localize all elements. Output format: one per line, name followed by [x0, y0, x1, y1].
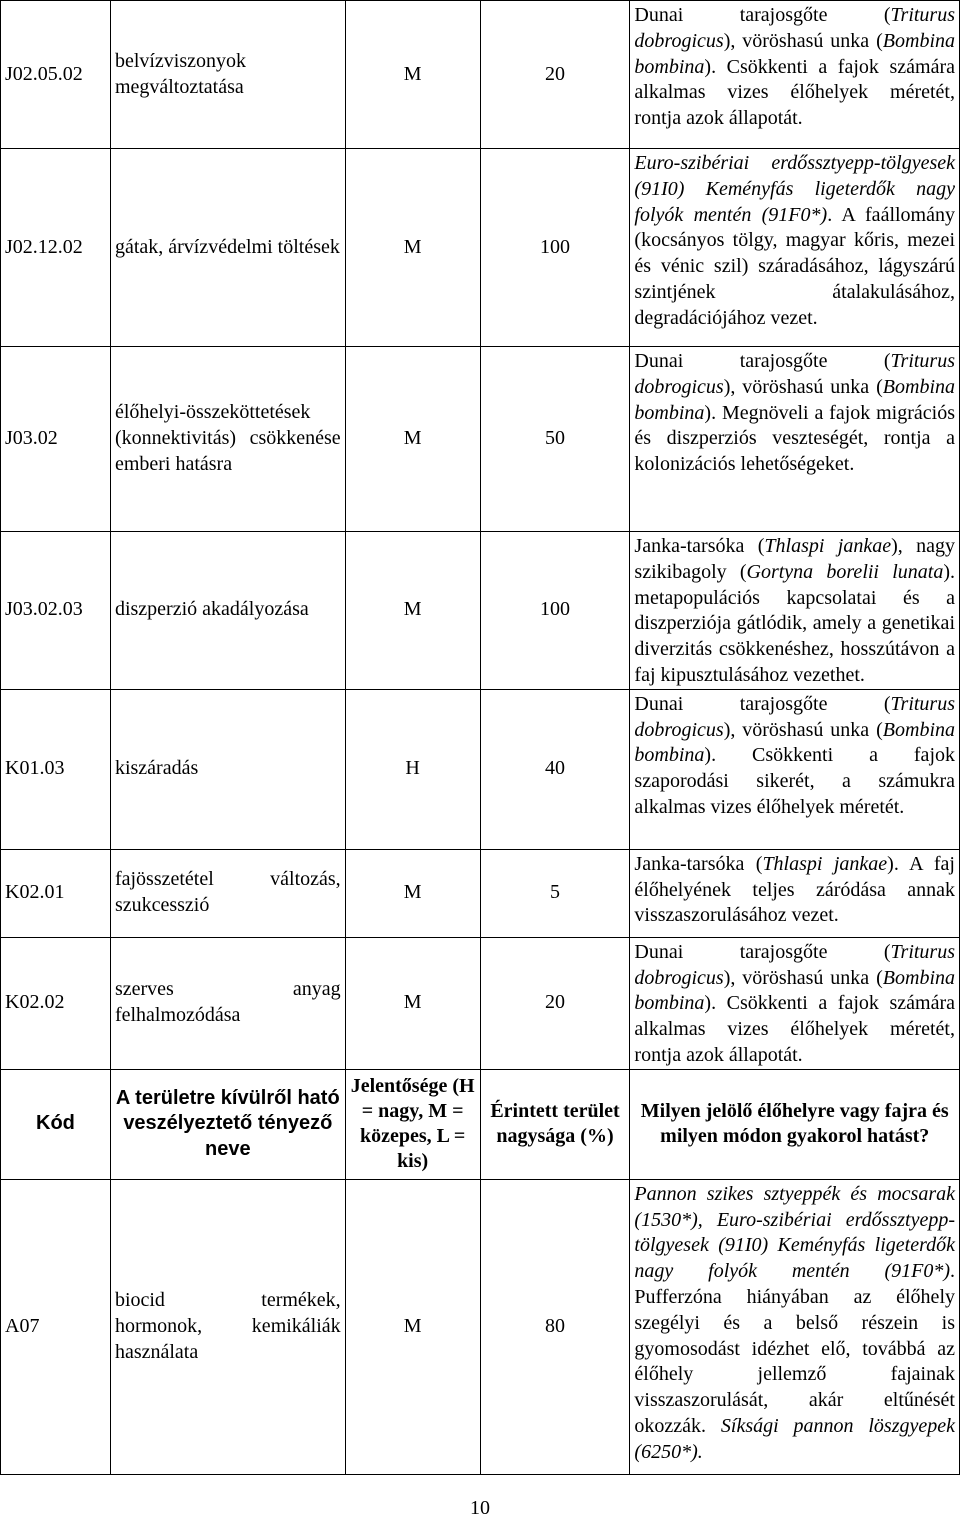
severity-value: M — [345, 937, 480, 1069]
desc-italic-text: Bombina bombina — [634, 29, 955, 78]
affected-area-value: 20 — [480, 937, 630, 1069]
affected-area-value: 80 — [480, 1179, 630, 1474]
threat-name: élőhelyi-összeköttetések (konnektivitás) csökkenése emberi hatásra — [110, 347, 345, 532]
desc-text: Janka-tarsóka ( — [634, 535, 765, 557]
impact-description — [630, 689, 960, 849]
page-number: 10 — [470, 1497, 490, 1519]
desc-text: Dunai tarajosgőte ( — [634, 940, 891, 963]
desc-italic-text: Gortyna borelii lunata — [746, 560, 944, 583]
desc-text: . Pufferzóna hiányában az élőhely szegélyi és a belső részein is gyomosodást idézhet elő, továbbá az élőhely jellemző fajainak visszaszorulását, akár eltűnését okozzák. — [634, 1260, 955, 1437]
table-row — [1, 849, 960, 937]
desc-italic-text: Bombina bombina — [634, 375, 955, 424]
threat-code: J03.02 — [1, 347, 111, 532]
severity-value: M — [345, 347, 480, 532]
desc-italic-text: Bombina bombina — [634, 966, 955, 1015]
affected-area-value: 50 — [480, 347, 630, 532]
table-row — [1, 1179, 960, 1474]
severity-value: M — [345, 149, 480, 347]
table-row — [1, 1, 960, 149]
impact-description — [630, 849, 960, 937]
header-impact: Milyen jelölő élőhelyre vagy fajra és milyen módon gyakorol hatást? — [630, 1069, 960, 1179]
desc-text: ). A faj élőhelyének teljes záródása annak visszaszorulásához vezet. — [634, 852, 955, 927]
threat-code: A07 — [1, 1179, 111, 1474]
desc-text: . A faállomány (kocsányos tölgy, magyar kőris, mezei és vénic szil) száradásához, lágyszárú szintjének átalakulásához, degradációjához vezet. — [634, 203, 955, 329]
impact-description — [630, 532, 960, 690]
affected-area-value: 20 — [480, 1, 630, 149]
desc-text: ), vöröshasú unka ( — [723, 718, 883, 741]
severity-value: M — [345, 849, 480, 937]
threat-name: diszperzió akadályozása — [110, 532, 345, 690]
desc-italic-text: Triturus dobrogicus — [634, 4, 955, 52]
threat-name: fajösszetétel változás, szukcesszió — [110, 849, 345, 937]
threat-code: J02.12.02 — [1, 149, 111, 347]
threat-name: kiszáradás — [110, 689, 345, 849]
impact-description — [630, 1179, 960, 1474]
desc-text: ). Csökkenti a fajok szaporodási sikerét, a számukra alkalmas vizes élőhelyek méretét. — [634, 744, 955, 818]
threat-code: K02.01 — [1, 849, 111, 937]
threat-name: belvízviszonyok megváltoztatása — [110, 1, 345, 149]
affected-area-value: 100 — [480, 532, 630, 690]
header-severity: Jelentősége (H = nagy, M = közepes, L = kis) — [345, 1069, 480, 1179]
desc-text: Dunai tarajosgőte ( — [634, 4, 891, 26]
severity-value: M — [345, 1179, 480, 1474]
threat-name: szerves anyag felhalmozódása — [110, 937, 345, 1069]
affected-area-value: 5 — [480, 849, 630, 937]
desc-text: Janka-tarsóka ( — [634, 852, 763, 875]
threat-code: J02.05.02 — [1, 1, 111, 149]
impact-description — [630, 347, 960, 532]
table-row — [1, 347, 960, 532]
severity-value: M — [345, 532, 480, 690]
table-row — [1, 532, 960, 690]
desc-italic-text: Thlaspi jankae — [762, 852, 888, 875]
header-code: Kód — [1, 1069, 111, 1179]
impact-description — [630, 937, 960, 1069]
desc-italic-text: Triturus dobrogicus — [634, 350, 955, 398]
desc-italic-text: Síksági pannon löszgyepek (6250*). — [634, 1414, 955, 1463]
header-affected-area: Érintett terület nagysága (%) — [480, 1069, 630, 1179]
desc-text: ), vöröshasú unka ( — [723, 375, 883, 398]
severity-value: H — [345, 689, 480, 849]
desc-text: ), vöröshasú unka ( — [723, 29, 883, 52]
affected-area-value: 40 — [480, 689, 630, 849]
severity-value: M — [345, 1, 480, 149]
desc-italic-text: Triturus dobrogicus — [634, 692, 955, 741]
header-threat-name: A területre kívülről ható veszélyeztető tényező neve — [110, 1069, 345, 1179]
impact-description — [630, 1, 960, 149]
table-row — [1, 689, 960, 849]
desc-text: Dunai tarajosgőte ( — [634, 350, 891, 372]
threat-code: K02.02 — [1, 937, 111, 1069]
threat-name: biocid termékek, hormonok, kemikáliák használata — [110, 1179, 345, 1474]
desc-italic-text: Thlaspi jankae — [764, 535, 892, 557]
threat-code: K01.03 — [1, 689, 111, 849]
desc-text: ). Csökkenti a fajok számára alkalmas vizes élőhelyek méretét, rontja azok állapotát. — [634, 55, 955, 130]
desc-italic-text: Bombina bombina — [634, 718, 955, 767]
table-row — [1, 149, 960, 347]
desc-text: ). Csökkenti a fajok számára alkalmas vizes élőhelyek méretét, rontja azok állapotát. — [634, 992, 955, 1066]
threat-name: gátak, árvízvédelmi töltések — [110, 149, 345, 347]
desc-italic-text: Triturus dobrogicus — [634, 940, 955, 989]
desc-text: ), vöröshasú unka ( — [723, 966, 883, 989]
table-row — [1, 937, 960, 1069]
table-header-row — [1, 1069, 960, 1179]
desc-text: ). Megnöveli a fajok migrációs és diszperziós veszteségét, rontja a kolonizációs lehetőségeket. — [634, 401, 955, 476]
affected-area-value: 100 — [480, 149, 630, 347]
desc-text: Dunai tarajosgőte ( — [634, 692, 891, 715]
desc-italic-text: Euro-szibériai erdőssztyepp-tölgyesek (91I0) Keményfás ligeterdők nagy folyók mentén (91F0*) — [634, 152, 955, 226]
desc-text: ), nagy szikibagoly ( — [634, 535, 955, 583]
impact-description — [630, 149, 960, 347]
desc-italic-text: Pannon szikes sztyeppék és mocsarak (1530*), Euro-szibériai erdőssztyepp-tölgyesek (91I0) Keményfás ligeterdők nagy folyók mentén (91F0*) — [634, 1182, 955, 1283]
threat-code: J03.02.03 — [1, 532, 111, 690]
desc-text: ). metapopulációs kapcsolatai és a diszperziója gátlódik, amely a genetikai diverzitás csökkenéshez, hosszútávon a faj kipusztulásához vezethet. — [634, 560, 955, 686]
